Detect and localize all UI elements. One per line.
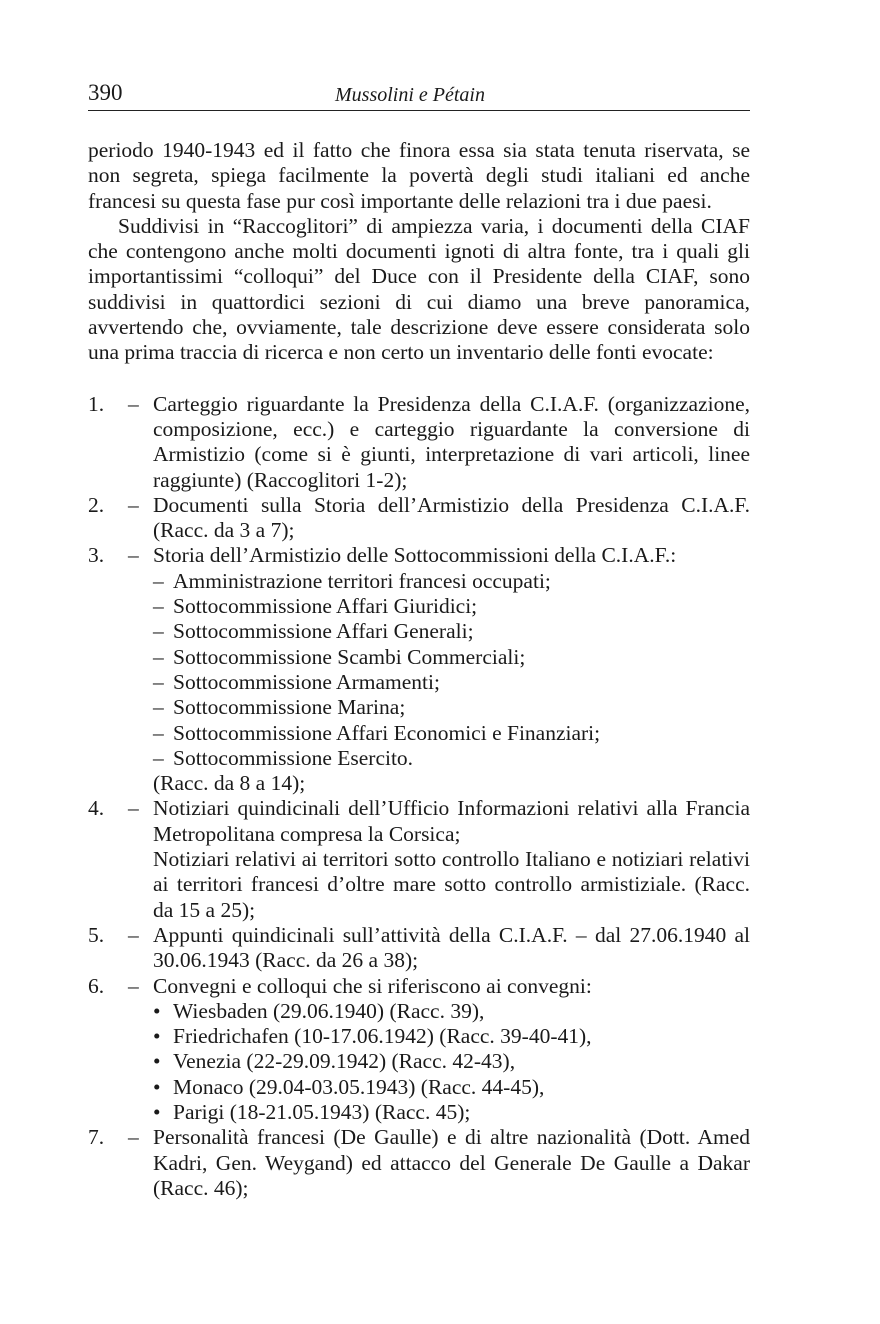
sub-item-text: Sottocommissione Affari Giuridici; [173,594,478,619]
sub-dash: – [153,669,164,694]
sub-item [153,746,750,771]
sub-item-text: Sottocommissione Affari Economici e Finanziari; [173,720,601,745]
bullet-item-text: Wiesbaden (29.06.1940) (Racc. 39), [173,998,485,1023]
item-number: 3. [88,543,105,568]
sub-item [153,695,750,720]
sub-item-text: Sottocommissione Affari Generali; [173,619,474,644]
sub-item-text: Sottocommissione Armamenti; [173,669,440,694]
item-number: 1. [88,391,105,416]
bullet-icon: • [153,998,161,1023]
sub-dash: – [153,745,164,770]
item-dash: – [128,1125,139,1150]
sub-item [153,569,750,594]
sub-item [153,670,750,695]
item-dash: – [128,973,139,998]
list-item [88,1125,750,1201]
bullet-icon: • [153,1049,161,1074]
list-item [88,392,750,493]
item-dash: – [128,492,139,517]
sub-dash: – [153,594,164,619]
bullet-item-text: Parigi (18-21.05.1943) (Racc. 45); [173,1099,471,1124]
bullet-item-text: Friedrichafen (10-17.06.1942) (Racc. 39-40-41), [173,1024,592,1049]
page-body [88,138,750,1201]
sub-item [153,594,750,619]
bullet-icon: • [153,1024,161,1049]
page-header [88,78,750,111]
item-text: Convegni e colloqui che si riferiscono ai convegni: [153,973,592,998]
sub-item-text: Amministrazione territori francesi occupati; [173,568,551,593]
item-text: Documenti sulla Storia dell’Armistizio della Presidenza C.I.A.F. (Racc. da 3 a 7); [153,492,750,543]
bullet-item [153,1075,750,1100]
page-number: 390 [88,80,123,105]
item-number: 4. [88,796,105,821]
item-number: 6. [88,973,105,998]
sub-item-text: Sottocommissione Marina; [173,695,406,720]
sub-dash: – [153,720,164,745]
item-dash: – [128,391,139,416]
item-text: Storia dell’Armistizio delle Sottocommissioni della C.I.A.F.: [153,543,677,568]
bullet-item [153,1024,750,1049]
sections-list [88,392,750,1202]
sub-dash: – [153,619,164,644]
bullet-item [153,1100,750,1125]
item-number: 5. [88,922,105,947]
bullet-icon: • [153,1099,161,1124]
item-dash: – [128,922,139,947]
item-note: (Racc. da 8 a 14); [153,771,306,796]
item-dash: – [128,796,139,821]
sub-dash: – [153,568,164,593]
item-text-continued: Notiziari relativi ai territori sotto controllo Italiano e notiziari relativi ai territori francesi d’oltre mare sotto controllo armistiziale. (Racc. da 15 a 25); [153,847,750,922]
item-text: Personalità francesi (De Gaulle) e di altre nazionalità (Dott. Amed Kadri, Gen. Weygand) ed attacco del Generale De Gaulle a Dakar (Racc. 46); [153,1125,750,1200]
running-title: Mussolini e Pétain [335,84,485,106]
item-text: Appunti quindicinali sull’attività della C.I.A.F. – dal 27.06.1940 al 30.06.1943 (Racc. da 26 a 38); [153,922,750,973]
item-text: Notiziari quindicinali dell’Ufficio Informazioni relativi alla Francia Metropolitana compresa la Corsica; [153,796,750,846]
list-item [88,543,750,796]
item-text: Carteggio riguardante la Presidenza della C.I.A.F. (organizzazione, composizione, ecc.) e carteggio riguardante la conversione di Armistizio (come si è giunti, interpretazione di vari articoli, linee raggiunte) (Raccoglitori 1-2); [153,391,750,492]
list-item [88,796,750,922]
sub-dash: – [153,644,164,669]
list-item [88,974,750,1126]
paragraph: periodo 1940-1943 ed il fatto che finora essa sia stata tenuta riservata, se non segreta, spiega facilmente la povertà degli studi italiani ed anche francesi su questa fase pur così importante delle relazioni tra i due paesi. [88,138,750,213]
item-dash: – [128,543,139,568]
paragraph: Suddivisi in “Raccoglitori” di ampiezza varia, i documenti della CIAF che contengono anche molti documenti ignoti di altra fonte, tra i quali gli importantissimi “colloqui” del Duce con il Presidente della CIAF, sono suddivisi in quattordici sezioni di cui diamo una breve panoramica, avvertendo che, ovviamente, tale descrizione deve essere considerata solo una prima traccia di ricerca e non certo un inventario delle fonti evocate: [88,213,750,365]
bullet-item-text: Monaco (29.04-03.05.1943) (Racc. 44-45), [173,1074,545,1099]
item-number: 2. [88,492,105,517]
bullet-item [153,1049,750,1074]
bullet-item-text: Venezia (22-29.09.1942) (Racc. 42-43), [173,1049,516,1074]
sub-item [153,645,750,670]
sub-item [153,721,750,746]
bullet-item [153,999,750,1024]
sub-dash: – [153,695,164,720]
list-item [88,493,750,544]
item-number: 7. [88,1125,105,1150]
sub-item-text: Sottocommissione Esercito. [173,745,414,770]
sub-item-text: Sottocommissione Scambi Commerciali; [173,644,526,669]
sub-item [153,619,750,644]
bullet-icon: • [153,1074,161,1099]
list-item [88,923,750,974]
